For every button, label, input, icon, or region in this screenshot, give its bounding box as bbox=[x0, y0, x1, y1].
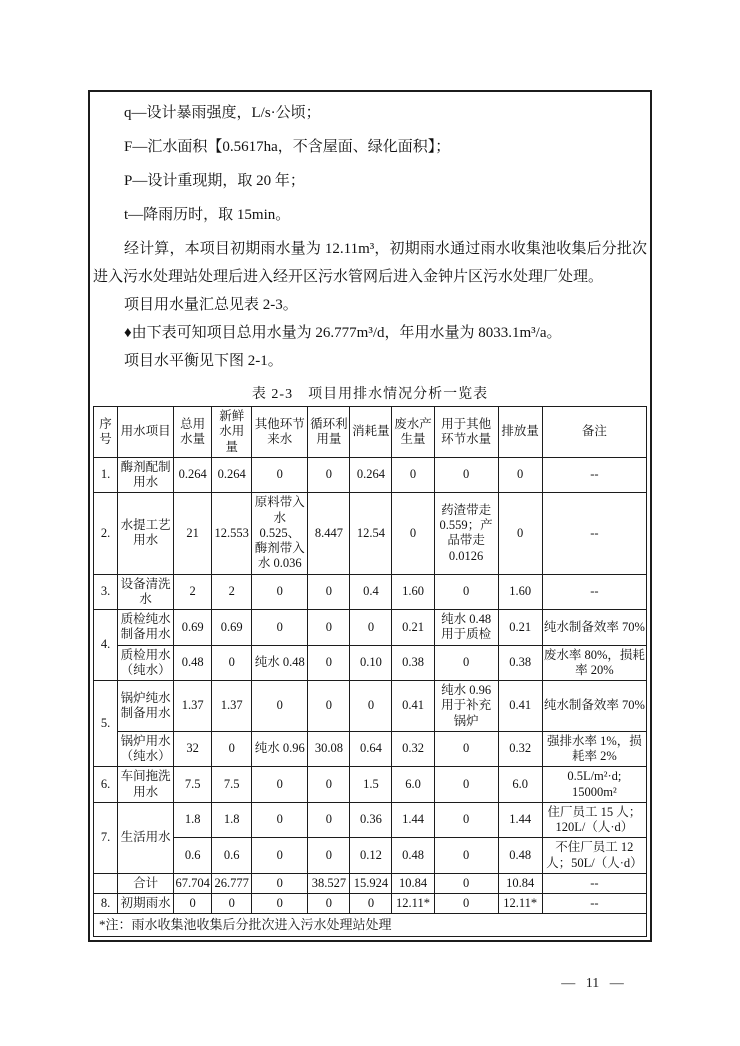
table-cell: 1.37 bbox=[174, 681, 212, 732]
page-number: — 11 — bbox=[561, 976, 624, 991]
table-cell: 初期雨水 bbox=[118, 894, 174, 914]
table-cell: 0 bbox=[498, 493, 542, 574]
table-cell: 1.60 bbox=[392, 574, 434, 610]
header-cell: 用水项目 bbox=[118, 407, 174, 458]
table-cell: 0.38 bbox=[498, 645, 542, 681]
table-cell: 0 bbox=[252, 681, 308, 732]
table-cell: 车间拖洗用水 bbox=[118, 767, 174, 803]
table-cell: 0 bbox=[212, 894, 252, 914]
header-cell: 备注 bbox=[542, 407, 646, 458]
table-cell: 4. bbox=[94, 610, 118, 681]
table-cell: 0.32 bbox=[498, 731, 542, 767]
table-cell: 0 bbox=[308, 767, 350, 803]
table-cell: 0 bbox=[252, 574, 308, 610]
table-cell: 12.11* bbox=[498, 894, 542, 914]
table-cell: 12.553 bbox=[212, 493, 252, 574]
table-cell: 0.48 bbox=[392, 838, 434, 874]
table-cell: 0 bbox=[308, 802, 350, 838]
table-cell: 38.527 bbox=[308, 873, 350, 893]
table-cell: 0 bbox=[434, 767, 498, 803]
table-cell: 2 bbox=[212, 574, 252, 610]
table-title: 表 2-3 项目用排水情况分析一览表 bbox=[251, 387, 489, 402]
table-cell: 0.6 bbox=[212, 838, 252, 874]
table-cell: 0 bbox=[252, 894, 308, 914]
header-cell: 总用水量 bbox=[174, 407, 212, 458]
table-cell: 纯水 0.48 bbox=[252, 645, 308, 681]
table-cell: 设备清洗水 bbox=[118, 574, 174, 610]
table-cell: 0 bbox=[308, 894, 350, 914]
table-cell: 0.21 bbox=[498, 610, 542, 646]
table-cell: 15.924 bbox=[350, 873, 392, 893]
table-cell: 0 bbox=[174, 894, 212, 914]
table-cell: 0 bbox=[212, 731, 252, 767]
table-cell: -- bbox=[542, 493, 646, 574]
table-cell: 5. bbox=[94, 681, 118, 767]
table-cell: 0.4 bbox=[350, 574, 392, 610]
row-4b bbox=[94, 645, 647, 681]
row-1 bbox=[94, 457, 647, 493]
table-cell: 0 bbox=[434, 873, 498, 893]
table-cell: 0.5L/m²·d; 15000m² bbox=[542, 767, 646, 803]
table-cell: 0.264 bbox=[174, 457, 212, 493]
table-cell: 0.36 bbox=[350, 802, 392, 838]
row-2 bbox=[94, 493, 647, 574]
water-table-head bbox=[94, 407, 647, 458]
table-cell: 1. bbox=[94, 457, 118, 493]
table-cell: -- bbox=[542, 574, 646, 610]
row-7b bbox=[94, 838, 647, 874]
table-cell: 8.447 bbox=[308, 493, 350, 574]
table-cell: 1.60 bbox=[498, 574, 542, 610]
table-cell: 0 bbox=[308, 574, 350, 610]
header-cell: 循环利用量 bbox=[308, 407, 350, 458]
table-cell: 1.8 bbox=[212, 802, 252, 838]
table-cell: 0.69 bbox=[174, 610, 212, 646]
table-cell: 7. bbox=[94, 802, 118, 873]
table-cell: 26.777 bbox=[212, 873, 252, 893]
table-cell: 8. bbox=[94, 894, 118, 914]
param-t: t—降雨历时，取 15min。 bbox=[124, 207, 291, 223]
table-cell: 0 bbox=[350, 610, 392, 646]
table-cell: 0 bbox=[308, 645, 350, 681]
table-cell: 质检用水（纯水） bbox=[118, 645, 174, 681]
header-cell: 新鲜水用量 bbox=[212, 407, 252, 458]
row-7a bbox=[94, 802, 647, 838]
table-cell: 21 bbox=[174, 493, 212, 574]
table-cell: 1.44 bbox=[392, 802, 434, 838]
table-cell: 0.69 bbox=[212, 610, 252, 646]
param-q: q—设计暴雨强度，L/s·公顷； bbox=[124, 105, 321, 121]
param-f: F—汇水面积【0.5617ha，不含屋面、绿化面积】； bbox=[124, 139, 451, 155]
table-cell: 纯水 0.96 bbox=[252, 731, 308, 767]
table-cell: 锅炉纯水制备用水 bbox=[118, 681, 174, 732]
total-row bbox=[94, 873, 647, 893]
table-cell: 0 bbox=[308, 457, 350, 493]
table-cell: 0 bbox=[308, 610, 350, 646]
table-cell: 强排水率 1%，损耗率 2% bbox=[542, 731, 646, 767]
table-cell: 酶剂配制用水 bbox=[118, 457, 174, 493]
table-cell: -- bbox=[542, 873, 646, 893]
table-cell: 0 bbox=[392, 493, 434, 574]
table-footnote: *注：雨水收集池收集后分批次进入污水处理站处理 bbox=[94, 914, 647, 937]
table-cell: 0 bbox=[252, 873, 308, 893]
table-cell: 0 bbox=[434, 802, 498, 838]
table-cell: 0 bbox=[350, 681, 392, 732]
table-cell: 0 bbox=[252, 610, 308, 646]
page-frame bbox=[88, 90, 652, 942]
table-cell: 0.21 bbox=[392, 610, 434, 646]
table-cell: 0 bbox=[434, 457, 498, 493]
table-cell: 0.48 bbox=[174, 645, 212, 681]
table-cell: 纯水 0.96 用于补充锅炉 bbox=[434, 681, 498, 732]
table-cell: 10.84 bbox=[498, 873, 542, 893]
table-cell: 67.704 bbox=[174, 873, 212, 893]
table-cell: 0.48 bbox=[498, 838, 542, 874]
table-cell: 合计 bbox=[118, 873, 174, 893]
table-cell: 0 bbox=[434, 574, 498, 610]
table-cell: 0 bbox=[212, 645, 252, 681]
table-cell: 1.37 bbox=[212, 681, 252, 732]
table-cell: 0 bbox=[434, 838, 498, 874]
table-cell: 6.0 bbox=[498, 767, 542, 803]
table-cell: 0 bbox=[392, 457, 434, 493]
table-cell: 0 bbox=[252, 457, 308, 493]
table-cell: 0.6 bbox=[174, 838, 212, 874]
header-cell: 用于其他环节水量 bbox=[434, 407, 498, 458]
table-cell: 2. bbox=[94, 493, 118, 574]
header-cell: 序号 bbox=[94, 407, 118, 458]
param-p: P—设计重现期，取 20 年； bbox=[124, 173, 305, 189]
table-cell: 7.5 bbox=[174, 767, 212, 803]
table-cell: 0 bbox=[434, 645, 498, 681]
header-cell: 排放量 bbox=[498, 407, 542, 458]
row-4a bbox=[94, 610, 647, 646]
table-cell: 2 bbox=[174, 574, 212, 610]
table-cell: 生活用水 bbox=[118, 802, 174, 873]
table-cell: 3. bbox=[94, 574, 118, 610]
table-cell: 0.10 bbox=[350, 645, 392, 681]
table-cell: 6. bbox=[94, 767, 118, 803]
table-cell: 12.54 bbox=[350, 493, 392, 574]
table-cell: 废水率 80%，损耗率 20% bbox=[542, 645, 646, 681]
table-cell: 0 bbox=[252, 802, 308, 838]
table-cell: 1.44 bbox=[498, 802, 542, 838]
table-cell: 10.84 bbox=[392, 873, 434, 893]
table-cell: 0 bbox=[308, 838, 350, 874]
table-cell: 锅炉用水（纯水） bbox=[118, 731, 174, 767]
table-cell bbox=[94, 873, 118, 893]
table-cell: 住厂员工 15 人；120L/（人·d） bbox=[542, 802, 646, 838]
table-cell: 0.64 bbox=[350, 731, 392, 767]
table-cell: 药渣带走 0.559；产品带走 0.0126 bbox=[434, 493, 498, 574]
table-cell: 水提工艺用水 bbox=[118, 493, 174, 574]
footnote-row bbox=[94, 914, 647, 937]
table-cell: 0.264 bbox=[212, 457, 252, 493]
table-cell: 0.32 bbox=[392, 731, 434, 767]
table-cell: 0.41 bbox=[498, 681, 542, 732]
para-total-water: ♦由下表可知项目总用水量为 26.777m³/d，年用水量为 8033.1m³/a。 bbox=[124, 325, 562, 341]
table-cell: 0 bbox=[498, 457, 542, 493]
table-cell: 原料带入水 0.525、酶剂带入水 0.036 bbox=[252, 493, 308, 574]
table-cell: 1.8 bbox=[174, 802, 212, 838]
table-cell: 0.264 bbox=[350, 457, 392, 493]
table-cell: 7.5 bbox=[212, 767, 252, 803]
table-cell: 0 bbox=[434, 894, 498, 914]
row-5a bbox=[94, 681, 647, 732]
table-cell: 纯水制备效率 70% bbox=[542, 681, 646, 732]
header-row bbox=[94, 407, 647, 458]
table-cell: 质检纯水制备用水 bbox=[118, 610, 174, 646]
table-cell: 0.12 bbox=[350, 838, 392, 874]
table-cell: -- bbox=[542, 894, 646, 914]
table-cell: 32 bbox=[174, 731, 212, 767]
table-cell: 纯水 0.48 用于质检 bbox=[434, 610, 498, 646]
table-cell: 0.38 bbox=[392, 645, 434, 681]
table-cell: 6.0 bbox=[392, 767, 434, 803]
table-cell: -- bbox=[542, 457, 646, 493]
row-5b bbox=[94, 731, 647, 767]
row-8 bbox=[94, 894, 647, 914]
table-cell: 0 bbox=[252, 838, 308, 874]
table-cell: 不住厂员工 12 人；50L/（人·d） bbox=[542, 838, 646, 874]
table-cell: 1.5 bbox=[350, 767, 392, 803]
para-initial-rainwater: 经计算，本项目初期雨水量为 12.11m³，初期雨水通过雨水收集池收集后分批次进入污水处理站处理后进入经开区污水管网后进入金钟片区污水处理厂处理。 bbox=[93, 241, 647, 285]
table-cell: 纯水制备效率 70% bbox=[542, 610, 646, 646]
table-cell: 0.41 bbox=[392, 681, 434, 732]
row-6 bbox=[94, 767, 647, 803]
header-cell: 废水产生量 bbox=[392, 407, 434, 458]
table-cell: 0 bbox=[350, 894, 392, 914]
para-water-balance: 项目水平衡见下图 2-1。 bbox=[124, 353, 283, 369]
water-table-body bbox=[94, 457, 647, 936]
table-cell: 0 bbox=[434, 731, 498, 767]
table-cell: 30.08 bbox=[308, 731, 350, 767]
table-cell: 0 bbox=[252, 767, 308, 803]
water-usage-table bbox=[93, 406, 647, 937]
table-cell: 0 bbox=[308, 681, 350, 732]
table-cell: 12.11* bbox=[392, 894, 434, 914]
row-3 bbox=[94, 574, 647, 610]
para-table-ref: 项目用水量汇总见表 2-3。 bbox=[124, 297, 298, 313]
header-cell: 消耗量 bbox=[350, 407, 392, 458]
header-cell: 其他环节来水 bbox=[252, 407, 308, 458]
